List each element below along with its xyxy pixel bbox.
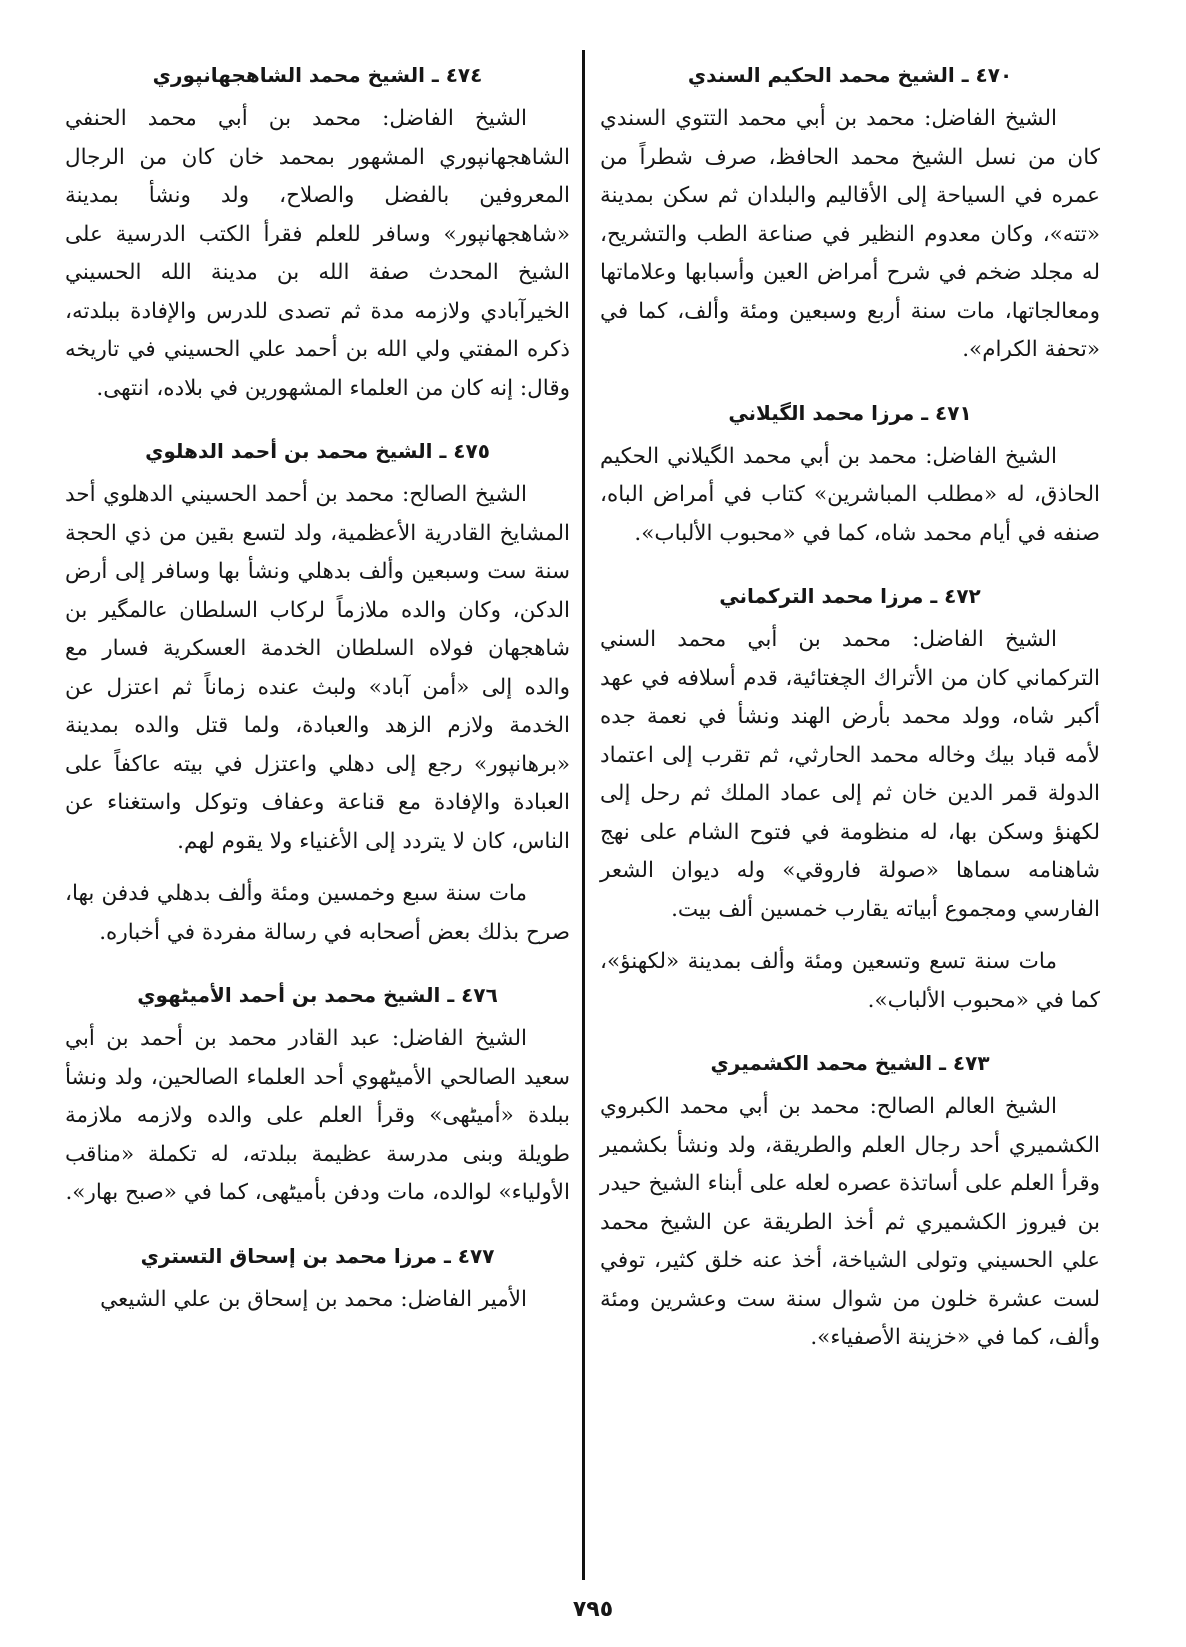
entry-heading: ٤٧٥ ـ الشيخ محمد بن أحمد الدهلوي (145, 439, 490, 463)
entry-body (600, 100, 1100, 370)
biography-entry (600, 1046, 1100, 1358)
entry-paragraph: الشيخ الفاضل: محمد بن أبي محمد الحنفي الشاهجهانپوري المشهور بمحمد خان كان من الرجال المعروفين بالفضل والصلاح، ولد ونشأ بمدينة «شاهجهانپور» وسافر للعلم فقرأ الكتب الدرسية على الشيخ المحدث صفة الله بن مدينة الله الحسيني الخيرآبادي ولازمه مدة ثم تصدى للدرس والإفادة ببلدته، ذكره المفتي ولي الله بن أحمد علي الحسيني في تاريخه وقال: إنه كان من العلماء المشهورين في بلاده، انتهى. (65, 106, 570, 401)
biography-entry (600, 58, 1100, 370)
entry-body (65, 100, 570, 408)
entry-body (65, 1281, 570, 1320)
entry-paragraph: الشيخ الفاضل: محمد بن أبي محمد التتوي السندي كان من نسل الشيخ محمد الحافظ، صرف شطراً من عمره في السياحة إلى الأقاليم والبلدان ثم سكن بمدينة «تته»، وكان معدوم النظير في صناعة الطب والتشريح، له مجلد ضخم في شرح أمراض العين وأسبابها وعلاماتها ومعالجاتها، مات سنة أربع وسبعين ومئة وألف، كما في «تحفة الكرام». (600, 106, 1100, 362)
page-number: ٧٩٥ (572, 1597, 614, 1622)
entry-paragraph: الأمير الفاضل: محمد بن إسحاق بن علي الشيعي (100, 1286, 527, 1312)
entry-paragraph: مات سنة سبع وخمسين ومئة وألف بدهلي فدفن بها، صرح بذلك بعض أصحابه في رسالة مفردة في أخباره. (65, 881, 570, 945)
biography-entry (600, 396, 1100, 554)
entry-body (65, 1020, 570, 1213)
entry-paragraph: الشيخ الصالح: محمد بن أحمد الحسيني الدهلوي أحد المشايخ القادرية الأعظمية، ولد لتسع بقين من ذي الحجة سنة ست وسبعين وألف بدهلي ونشأ بها وسافر إلى أرض الدكن، وكان والده ملازماً لركاب السلطان عالمگير بن شاهجهان فولاه السلطان الخدمة العسكرية فسار مع والده إلى «أمن آباد» ولبث عنده زماناً ثم اعتزل عن الخدمة ولازم الزهد والعبادة، ولما قتل والده بمدينة «برهانپور» رجع إلى دهلي واعتزل في بيته عاكفاً على العبادة والإفادة مع قناعة وعفاف وتوكل واستغناء عن الناس، كان لا يتردد إلى الأغنياء ولا يقوم لهم. (65, 482, 570, 854)
entry-body (65, 476, 570, 952)
entry-heading: ٤٧٤ ـ الشيخ محمد الشاهجهانپوري (152, 63, 483, 87)
biography-entry (65, 58, 570, 408)
entry-heading: ٤٧٣ ـ الشيخ محمد الكشميري (710, 1051, 990, 1075)
entry-body (600, 438, 1100, 554)
entry-paragraph: مات سنة تسع وتسعين ومئة وألف بمدينة «لكهنؤ»، كما في «محبوب الألباب». (600, 949, 1100, 1013)
entry-paragraph: الشيخ الفاضل: محمد بن أبي محمد السني التركماني كان من الأتراك الچغتائية، قدم أسلافه في عهد أكبر شاه، وولد محمد بأرض الهند ونشأ في نعمة جده لأمه قباد بيك وخاله محمد الحارثي، ثم تقرب إلى اعتماد الدولة قمر الدين خان ثم إلى عماد الملك ثم رحل إلى لكهنؤ وسكن بها، له منظومة في فتوح الشام على نهج شاهنامه سماها «صولة فاروقي» وله ديوان الشعر الفارسي ومجموع أبياته يقارب خمسين ألف بيت. (600, 627, 1100, 922)
entry-paragraph: الشيخ الفاضل: عبد القادر محمد بن أحمد بن أبي سعيد الصالحي الأميٹهوي أحد العلماء الصالحين، ولد ونشأ ببلدة «أميٹهی» وقرأ العلم على والده ولازمه ملازمة طويلة وبنى مدرسة عظيمة ببلدته، له تكملة «مناقب الأولياء» لوالده، مات ودفن بأميٹهی، كما في «صبح بهار». (65, 1026, 570, 1205)
entry-heading: ٤٧٠ ـ الشيخ محمد الحكيم السندي (687, 63, 1013, 87)
column-divider (582, 50, 585, 1580)
entry-body (600, 1088, 1100, 1358)
left-column (65, 58, 570, 1345)
right-column (600, 58, 1100, 1384)
entry-heading: ٤٧٢ ـ مرزا محمد التركماني (719, 584, 981, 608)
entry-paragraph: الشيخ الفاضل: محمد بن أبي محمد الگيلاني الحكيم الحاذق، له «مطلب المباشرين» كتاب في أمراض الباه، صنفه في أيام محمد شاه، كما في «محبوب الألباب». (600, 443, 1100, 546)
biography-entry (65, 434, 570, 952)
entry-heading: ٤٧١ ـ مرزا محمد الگيلاني (728, 400, 972, 425)
biography-entry (65, 978, 570, 1213)
entry-paragraph: الشيخ العالم الصالح: محمد بن أبي محمد الكبروي الكشميري أحد رجال العلم والطريقة، ولد ونشأ بكشمير وقرأ العلم على أساتذة عصره لعله على أبناء الشيخ حيدر بن فيروز الكشميري ثم أخذ الطريقة عن الشيخ محمد علي الحسيني وتولى الشياخة، أخذ عنه خلق كثير، توفي لست عشرة خلون من شوال سنة ست وعشرين ومئة وألف، كما في «خزينة الأصفياء». (600, 1094, 1100, 1350)
entry-body (600, 621, 1100, 1020)
biography-entry (65, 1239, 570, 1320)
biography-entry (600, 579, 1100, 1020)
entry-heading: ٤٧٦ ـ الشيخ محمد بن أحمد الأميٹهوي (137, 983, 498, 1007)
entry-heading: ٤٧٧ ـ مرزا محمد بن إسحاق التستري (140, 1243, 495, 1268)
